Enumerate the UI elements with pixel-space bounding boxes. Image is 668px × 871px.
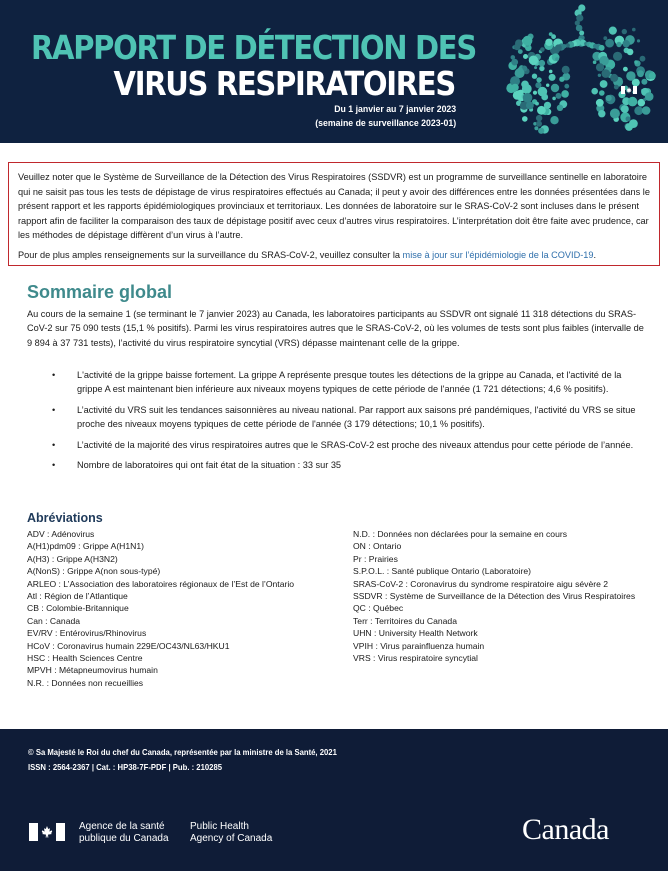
lung-dot	[562, 66, 570, 74]
surveillance-week: (semaine de surveillance 2023-01)	[315, 118, 456, 129]
agency-name-fr	[79, 821, 169, 845]
lung-dot	[614, 85, 619, 90]
agency-fr-line1: Agence de la santé	[79, 821, 165, 832]
agency-en-line2: Agency of Canada	[190, 833, 273, 844]
bullet-text: Nombre de laboratoires qui ont fait état de la situation : 33 sur 35	[77, 460, 342, 471]
bullet-icon: •	[52, 460, 56, 471]
lung-dot	[529, 56, 538, 65]
lung-dot	[634, 106, 643, 115]
lung-dot	[557, 105, 563, 111]
lung-dot	[616, 42, 621, 47]
bullet-text: L’activité de la majorité des virus respiratoires autres que le SRAS-CoV-2 est proche des niveaux attendus pour cette période de l’année.	[77, 439, 634, 450]
report-footer	[0, 729, 668, 871]
abbreviation-item: A(H3) : Grippe A(H3N2)	[27, 553, 118, 564]
lung-dot	[536, 115, 542, 121]
abbreviation-item: Terr : Territoires du Canada	[353, 615, 457, 626]
abbreviation-item: HSC : Health Sciences Centre	[27, 653, 143, 664]
lung-dot	[549, 32, 553, 36]
bullet-item	[27, 458, 647, 472]
abbreviation-item: UHN : University Health Network	[353, 628, 478, 639]
lung-dot	[555, 44, 562, 51]
lung-dot	[515, 39, 523, 47]
lung-dot	[637, 39, 640, 42]
lung-dot	[649, 72, 656, 79]
lung-dot	[645, 92, 654, 101]
report-dates	[315, 103, 456, 131]
bullet-text: L'activité de la grippe baisse fortement. La grippe A représente presque toutes les détections de la grippe au Canada, et l'activité de la grippe A est maintenant bien inférieure aux niveaux moyens typiques de cette période de l'année (1 721 détections; 4,6 % positifs).	[77, 370, 622, 395]
lung-dot	[556, 93, 562, 99]
lung-dot	[598, 110, 605, 117]
lung-dot	[541, 94, 548, 101]
lung-dot	[593, 60, 597, 64]
lung-dot	[518, 67, 523, 72]
bullet-item	[27, 368, 647, 397]
abbreviation-item: MPVH : Métapneumovirus humain	[27, 665, 158, 676]
lung-dot	[533, 91, 537, 95]
covid-epidemiology-link[interactable]: mise à jour sur l’épidémiologie de la COVID-19	[402, 249, 594, 260]
lung-dot	[536, 121, 542, 127]
lung-dot	[599, 90, 605, 96]
lung-dot	[513, 91, 522, 100]
lung-dot	[549, 70, 553, 74]
abbreviation-item: ARLEO : L’Association des laboratoires régionaux de l’Est de l’Ontario	[27, 578, 295, 589]
canada-flag-icon	[29, 823, 65, 841]
canada-wordmark: Canada	[522, 813, 609, 846]
abbreviation-item: SRAS-CoV-2 : Coronavirus du syndrome respiratoire aigu sévère 2	[353, 578, 609, 589]
lung-dot	[627, 49, 634, 56]
lung-dot	[605, 39, 614, 48]
lung-dot	[521, 81, 529, 89]
lung-dot	[532, 74, 537, 79]
lung-dot	[550, 116, 558, 124]
lung-dot	[628, 97, 638, 107]
lung-dot	[634, 60, 638, 64]
lung-dot	[526, 102, 534, 110]
wordmark-flag-icon	[621, 86, 637, 94]
copyright-notice: © Sa Majesté le Roi du chef du Canada, représentée par la ministre de la Santé, 2021	[28, 747, 337, 757]
summary-heading: Sommaire global	[27, 282, 173, 302]
lung-dot	[545, 39, 552, 46]
abbreviation-item: ADV : Adénovirus	[27, 529, 95, 539]
lung-dot	[552, 97, 556, 101]
disclaimer-notice	[8, 162, 660, 266]
lung-dot	[564, 84, 569, 89]
abbreviation-item: A(NonS) : Grippe A(non sous-typé)	[27, 566, 161, 577]
agency-fr-line2: publique du Canada	[79, 833, 169, 844]
lung-dot	[610, 109, 620, 119]
bullet-icon: •	[52, 439, 56, 450]
lung-dot	[555, 57, 559, 61]
lung-dot	[579, 31, 584, 36]
lung-dot	[536, 77, 541, 82]
lung-dot	[511, 84, 518, 91]
abbreviation-item: QC : Québec	[353, 603, 404, 614]
lung-dot	[539, 66, 544, 71]
abbreviation-item: CB : Colombie-Britannique	[27, 603, 129, 614]
lung-dot	[523, 36, 533, 46]
lung-dot	[610, 74, 618, 82]
lung-dot	[546, 84, 549, 87]
lung-dot	[522, 116, 528, 122]
lung-dot	[637, 70, 644, 77]
abbreviation-item: SSDVR : Système de Surveillance de la Détection des Virus Respiratoires	[353, 591, 636, 602]
bullet-item	[27, 403, 647, 432]
lung-dot	[549, 74, 556, 81]
lung-dot	[559, 77, 564, 82]
bullet-icon: •	[52, 370, 56, 380]
lung-dot	[603, 36, 607, 40]
lung-dot	[625, 123, 633, 131]
abbreviation-item: Pr : Prairies	[353, 553, 398, 564]
publication-identifiers: ISSN : 2564-2367 | Cat. : HP38-7F-PDF | Pub. : 210285	[28, 762, 223, 772]
lung-dot	[518, 49, 523, 54]
bullet-icon: •	[52, 404, 56, 415]
summary-paragraph: Au cours de la semaine 1 (se terminant le 7 janvier 2023) au Canada, les laboratoires participants au SSDVR ont signalé 11 318 détections du SRAS-CoV-2 sur 75 090 tests (15,1 % positifs). Parmi les virus respiratoires autres que le SRAS-CoV-2, où les volumes de tests sont plus faibles (intervalle de 9 894 à 37 731 tests), l’activité du virus respiratoire syncytial (VRS) dépasse maintenant celle de la grippe.	[27, 309, 644, 348]
lung-dot	[641, 79, 647, 85]
notice-more-info	[18, 248, 650, 263]
lung-dot	[596, 63, 604, 71]
lung-dot	[613, 52, 622, 61]
notice-paragraph: Veuillez noter que le Système de Surveillance de la Détection des Virus Respiratoires (SSDVR) est un programme de surveillance sentinelle en laboratoire qui ne saisit pas tous les tests de dépistage de virus respiratoires effectués au Canada; il peut y avoir des différences entre les données présentées dans le présent rapport et les rapports épidémiologiques provinciaux et territoriaux. Les données de laboratoire sur le SRAS-CoV-2 sont incluses dans le présent rapport afin de faciliter la comparaison des taux de dépistage positif avec ceux d’autres virus respiratoires. L’interprétation doit être faite avec prudence, car les méthodes de dépistage diffèrent d’un virus à l’autre.	[18, 172, 650, 241]
abbreviation-item: EV/RV : Entérovirus/Rhinovirus	[27, 628, 147, 639]
abbreviations-heading: Abréviations	[27, 511, 103, 525]
summary-bullets	[27, 368, 647, 478]
lung-dot	[561, 90, 569, 98]
lung-dot	[632, 28, 636, 32]
lung-dot	[623, 67, 628, 72]
notice-more-info-text: Pour de plus amples renseignements sur la surveillance du SRAS-CoV-2, veuillez consulter la	[18, 249, 403, 260]
lung-dot	[621, 105, 629, 113]
abbreviations-right-column	[353, 528, 643, 664]
abbreviation-item: VPIH : Virus parainfluenza humain	[353, 640, 485, 651]
lung-dot	[539, 60, 546, 67]
footer-legal	[28, 745, 337, 775]
lung-dot	[523, 54, 528, 59]
lung-dot	[602, 69, 611, 78]
lung-dot	[534, 66, 537, 69]
abbreviation-item: S.P.O.L. : Santé publique Ontario (Laboratoire)	[353, 566, 532, 577]
lung-dot	[606, 95, 612, 101]
lungs-icon	[495, 4, 665, 136]
lung-dot	[576, 25, 583, 32]
abbreviation-item: A(H1)pdm09 : Grippe A(H1N1)	[27, 541, 145, 552]
lung-dot	[609, 27, 617, 35]
abbreviation-item: Atl : Région de l’Atlantique	[27, 591, 128, 602]
abbreviation-item: VRS : Virus respiratoire syncytial	[353, 653, 478, 664]
report-title-line1: RAPPORT DE DÉTECTION DES	[31, 28, 476, 67]
bullet-item	[27, 438, 647, 452]
lung-dot	[623, 40, 630, 47]
abbreviation-item: N.R. : Données non recueillies	[27, 677, 144, 688]
report-title-line2: VIRUS RESPIRATOIRES	[113, 64, 455, 103]
lung-dot	[591, 88, 598, 95]
lung-dot	[622, 29, 627, 34]
lung-dot	[598, 74, 601, 77]
agency-en-line1: Public Health	[190, 821, 249, 832]
lung-dot	[544, 102, 551, 109]
lung-dot	[626, 116, 631, 121]
lung-dot	[642, 106, 651, 115]
lung-dot	[538, 128, 544, 134]
abbreviation-item: ON : Ontario	[353, 541, 402, 552]
lung-dot	[523, 93, 533, 103]
agency-name-en	[190, 821, 272, 845]
lung-dot	[534, 126, 538, 130]
lung-dot	[596, 99, 604, 107]
lung-dot	[511, 59, 518, 66]
report-header	[0, 0, 668, 143]
lung-dot	[551, 84, 559, 92]
notice-period: .	[593, 249, 597, 260]
lung-dot	[599, 45, 605, 51]
lung-dot	[626, 71, 635, 80]
date-range: Du 1 janvier au 7 janvier 2023	[334, 104, 456, 115]
abbreviations-left-column	[27, 528, 327, 689]
abbreviation-item: HCoV : Coronavirus humain 229E/OC43/NL63/HKU1	[27, 640, 230, 651]
abbreviation-item: Can : Canada	[27, 615, 81, 626]
abbreviation-item: N.D. : Données non déclarées pour la semaine en cours	[353, 529, 568, 539]
lung-dot	[600, 80, 608, 88]
lung-dot	[640, 56, 646, 62]
lung-dot	[535, 102, 539, 106]
lung-dot	[540, 47, 545, 52]
bullet-text: L’activité du VRS suit les tendances saisonnières au niveau national. Par rapport aux saisons pré pandémiques, l'activité du VRS se situe proche des niveaux moyens typiques de cette période de l'année (3 179 détections; 10,1 % positifs).	[77, 404, 636, 430]
